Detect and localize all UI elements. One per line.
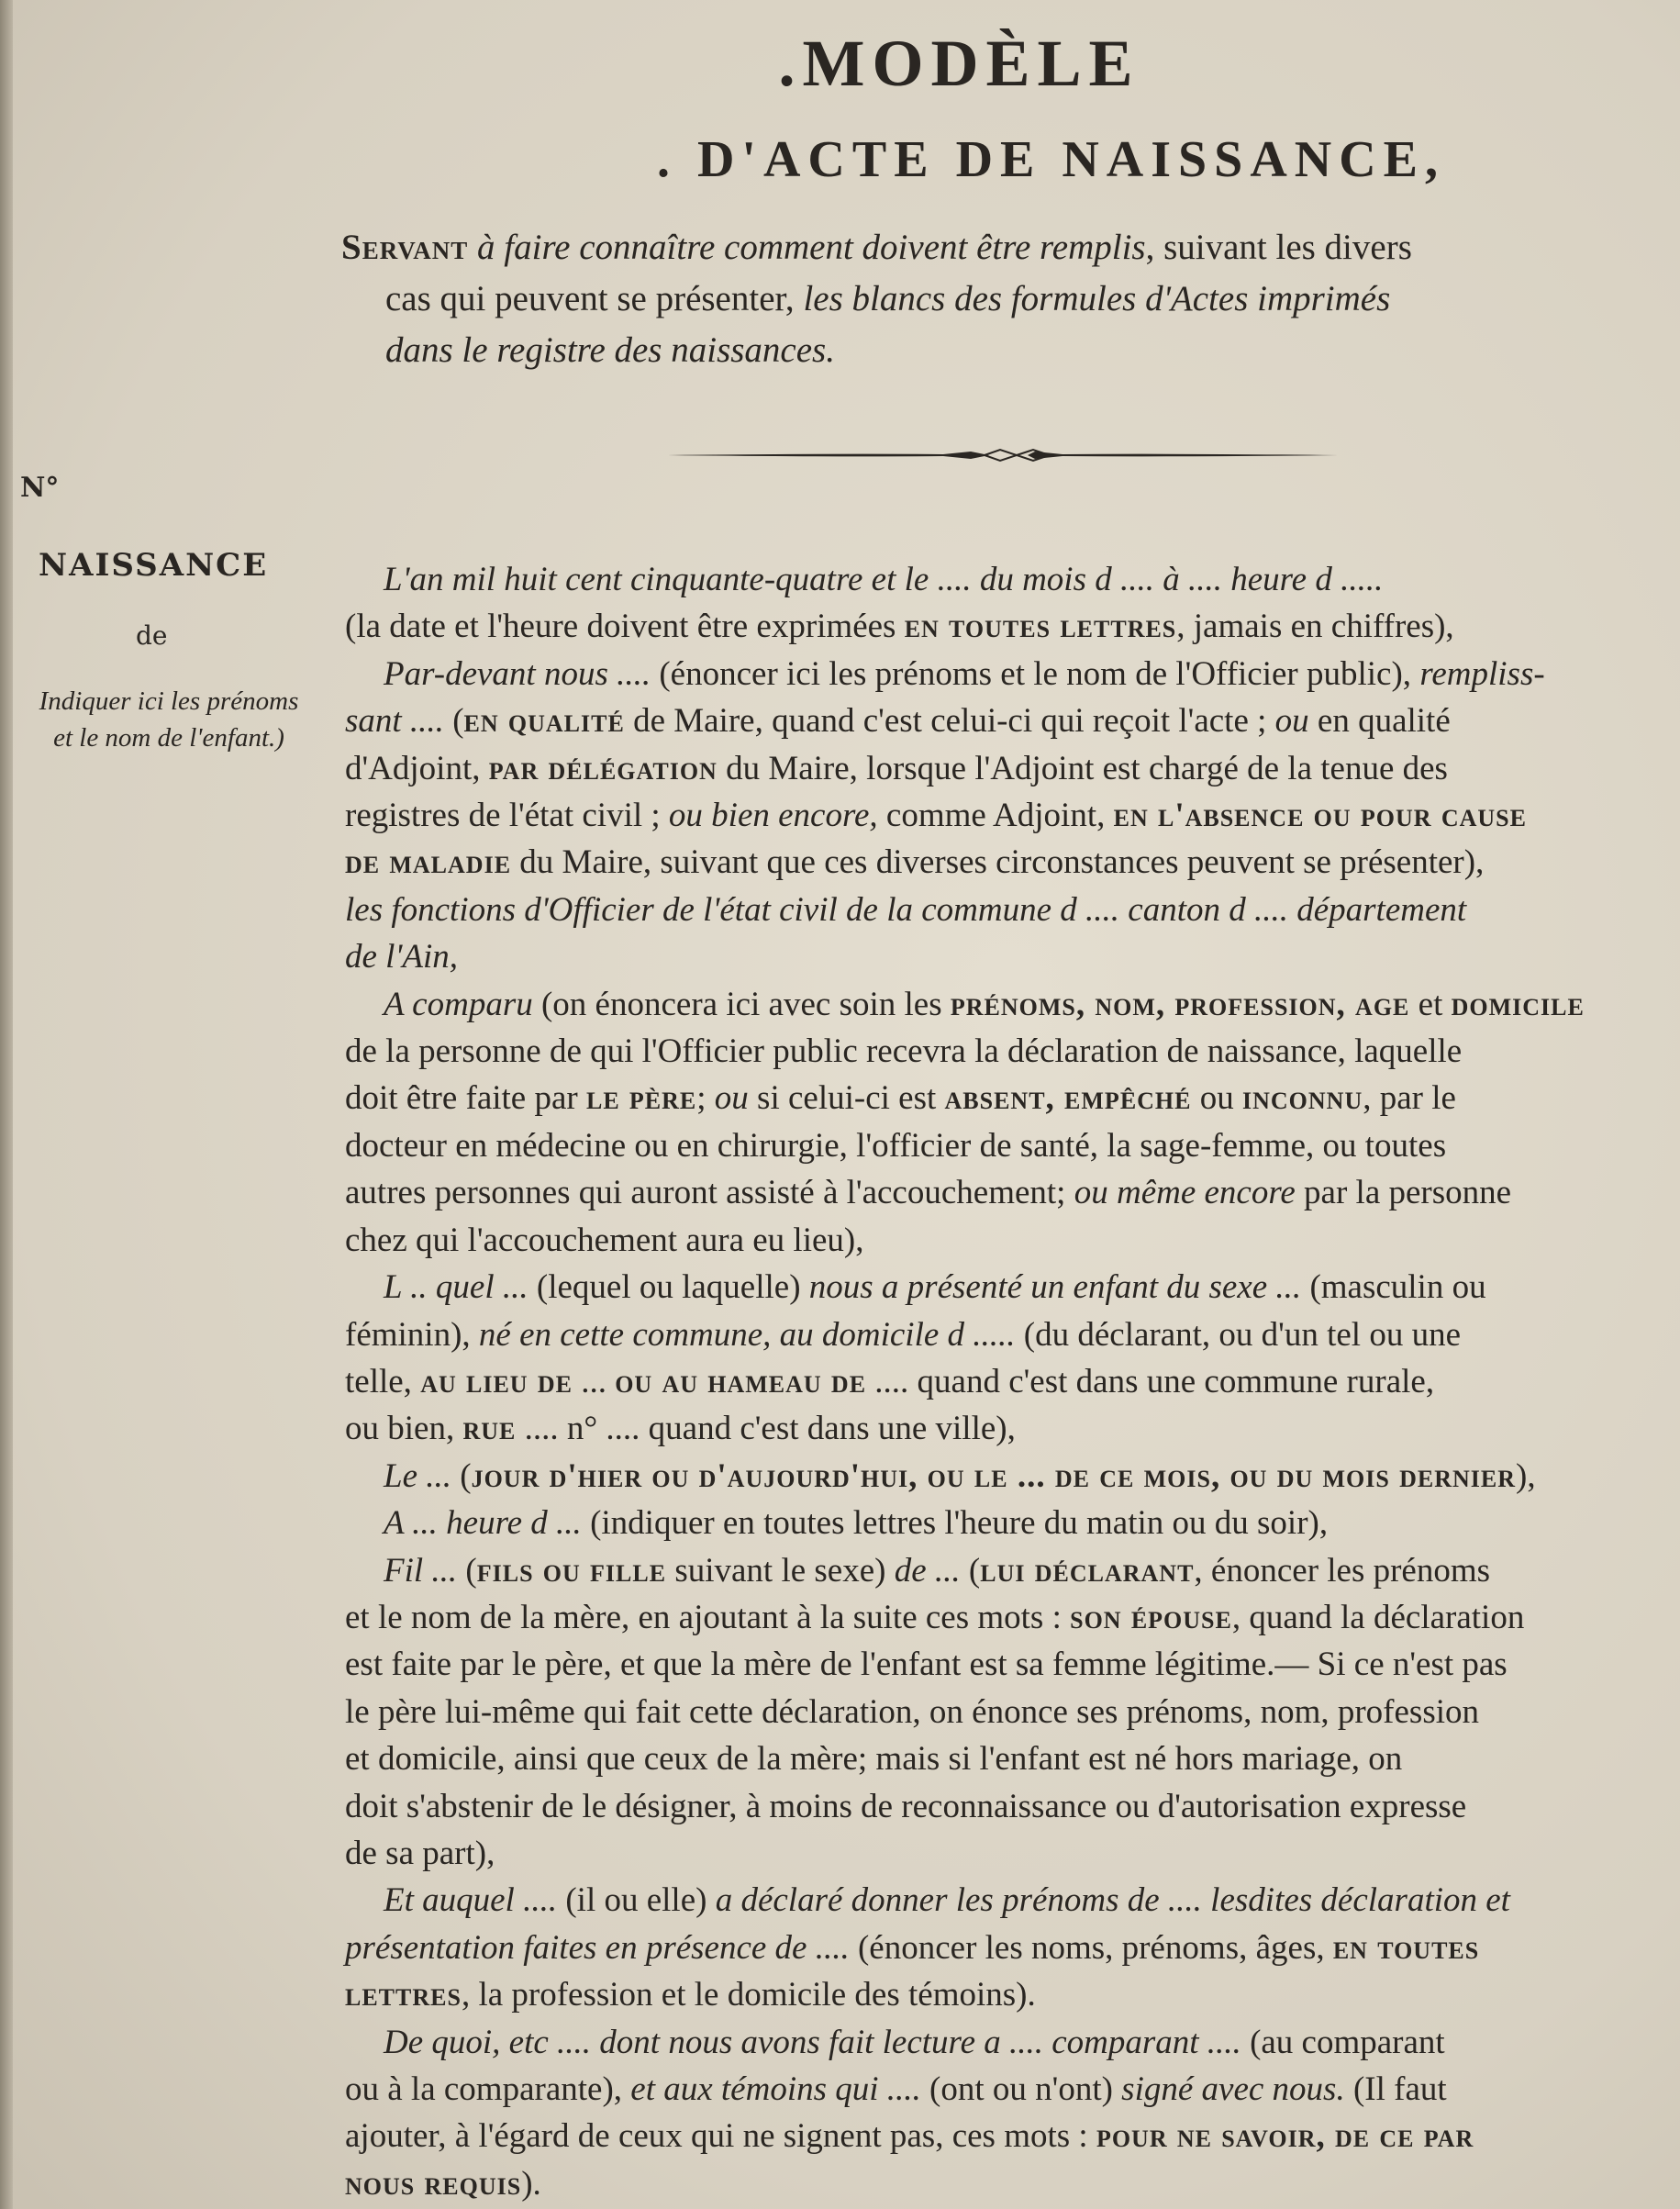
body-line: les fonctions d'Officier de l'état civil de la commune d .... canton d .... département xyxy=(345,890,1467,929)
body-line: lettres, la profession et le domicile des témoins). xyxy=(345,1976,1036,2014)
margin-note-line: Indiquer ici les prénoms xyxy=(39,686,299,716)
margin-note-line: et le nom de l'enfant.) xyxy=(53,723,284,753)
body-line: de l'Ain, xyxy=(345,938,458,976)
body-line: présentation faites en présence de .... (énoncer les noms, prénoms, âges, en toutes xyxy=(345,1928,1480,1967)
subtitle-text: , suivant les divers xyxy=(1145,228,1412,267)
body-line: Le ... (jour d'hier ou d'aujourd'hui, ou le ... de ce mois, ou du mois dernier), xyxy=(384,1456,1536,1495)
subtitle-text: à faire connaître comment doivent être remplis xyxy=(477,228,1146,267)
margin-note xyxy=(13,683,325,756)
body-line: est faite par le père, et que la mère de l'enfant est sa femme légitime.— Si ce n'est pas xyxy=(345,1646,1508,1684)
body-line: A comparu (on énoncera ici avec soin les prénoms, nom, profession, age et domicile xyxy=(384,985,1585,1023)
subtitle-text: cas qui peuvent se présenter, xyxy=(385,279,795,318)
title-acte-de-naissance: . D'ACTE DE NAISSANCE, xyxy=(656,131,1446,188)
body-line: nous requis). xyxy=(345,2164,541,2203)
body-line: et domicile, ainsi que ceux de la mère; mais si l'enfant est né hors mariage, on xyxy=(345,1740,1403,1779)
body-line: ou à la comparante), et aux témoins qui .... (ont ou n'ont) signé avec nous. (Il faut xyxy=(345,2070,1447,2108)
body-line: A ... heure d ... (indiquer en toutes lettres l'heure du matin ou du soir), xyxy=(384,1504,1329,1543)
subtitle-text: les blancs des formules d'Actes imprimés xyxy=(803,279,1391,318)
page-edge-shadow xyxy=(0,0,13,2209)
body-line: et le nom de la mère, en ajoutant à la suite ces mots : son épouse, quand la déclaration xyxy=(345,1598,1525,1636)
body-line: Fil ... (fils ou fille suivant le sexe) de ... (lui déclarant, énoncer les prénoms xyxy=(384,1551,1491,1590)
body-line: de la personne de qui l'Officier public recevra la déclaration de naissance, laquelle xyxy=(345,1032,1463,1071)
body-line: Par-devant nous .... (énoncer ici les prénoms et le nom de l'Officier public), rempliss- xyxy=(384,654,1545,693)
body-line: L .. quel ... (lequel ou laquelle) nous a présenté un enfant du sexe ... (masculin ou xyxy=(384,1268,1486,1307)
subtitle-text: dans le registre des naissances. xyxy=(385,330,835,370)
document-body xyxy=(345,556,1657,2207)
body-line: (la date et l'heure doivent être exprimées en toutes lettres, jamais en chiffres), xyxy=(345,608,1454,646)
body-line: de sa part), xyxy=(345,1834,495,1872)
body-line: féminin), né en cette commune, au domicile d ..... (du déclarant, ou d'un tel ou une xyxy=(345,1315,1461,1354)
body-line: ou bien, rue .... n° .... quand c'est dans une ville), xyxy=(345,1410,1016,1448)
body-line: De quoi, etc .... dont nous avons fait lecture a .... comparant .... (au comparant xyxy=(384,2023,1445,2061)
margin-number-label: N° xyxy=(20,472,60,504)
body-line: telle, au lieu de ... ou au hameau de .... quand c'est dans une commune rurale, xyxy=(345,1362,1435,1400)
body-line: chez qui l'accouchement aura eu lieu), xyxy=(345,1221,864,1259)
body-line: de maladie du Maire, suivant que ces diverses circonstances peuvent se présenter), xyxy=(345,843,1485,882)
margin-heading: NAISSANCE xyxy=(39,547,269,584)
body-line: L'an mil huit cent cinquante-quatre et le .... du mois d .... à .... heure d ..... xyxy=(384,561,1384,598)
margin-de: de xyxy=(136,620,168,651)
body-line: doit être faite par le père; ou si celui-ci est absent, empêché ou inconnu, par le xyxy=(345,1079,1456,1118)
subtitle xyxy=(341,222,1663,376)
ornamental-divider xyxy=(668,446,1338,464)
body-line: le père lui-même qui fait cette déclaration, on énonce ses prénoms, nom, profession xyxy=(345,1692,1479,1731)
body-line: sant .... (en qualité de Maire, quand c'est celui-ci qui reçoit l'acte ; ou en qualité xyxy=(345,702,1451,741)
body-line: registres de l'état civil ; ou bien encore, comme Adjoint, en l'absence ou pour cause xyxy=(345,797,1527,835)
body-line: Et auquel .... (il ou elle) a déclaré donner les prénoms de .... lesdites déclaration et xyxy=(384,1881,1510,1920)
body-line: autres personnes qui auront assisté à l'accouchement; ou même encore par la personne xyxy=(345,1174,1512,1212)
title-modele: .MODÈLE xyxy=(778,27,1140,100)
body-line: d'Adjoint, par délégation du Maire, lorsque l'Adjoint est chargé de la tenue des xyxy=(345,749,1448,787)
body-line: docteur en médecine ou en chirurgie, l'officier de santé, la sage-femme, ou toutes xyxy=(345,1126,1447,1165)
body-line: doit s'abstenir de le désigner, à moins de reconnaissance ou d'autorisation expresse xyxy=(345,1787,1467,1825)
body-line: ajouter, à l'égard de ceux qui ne signent pas, ces mots : pour ne savoir, de ce par xyxy=(345,2117,1474,2156)
subtitle-servant: Servant xyxy=(341,228,469,267)
